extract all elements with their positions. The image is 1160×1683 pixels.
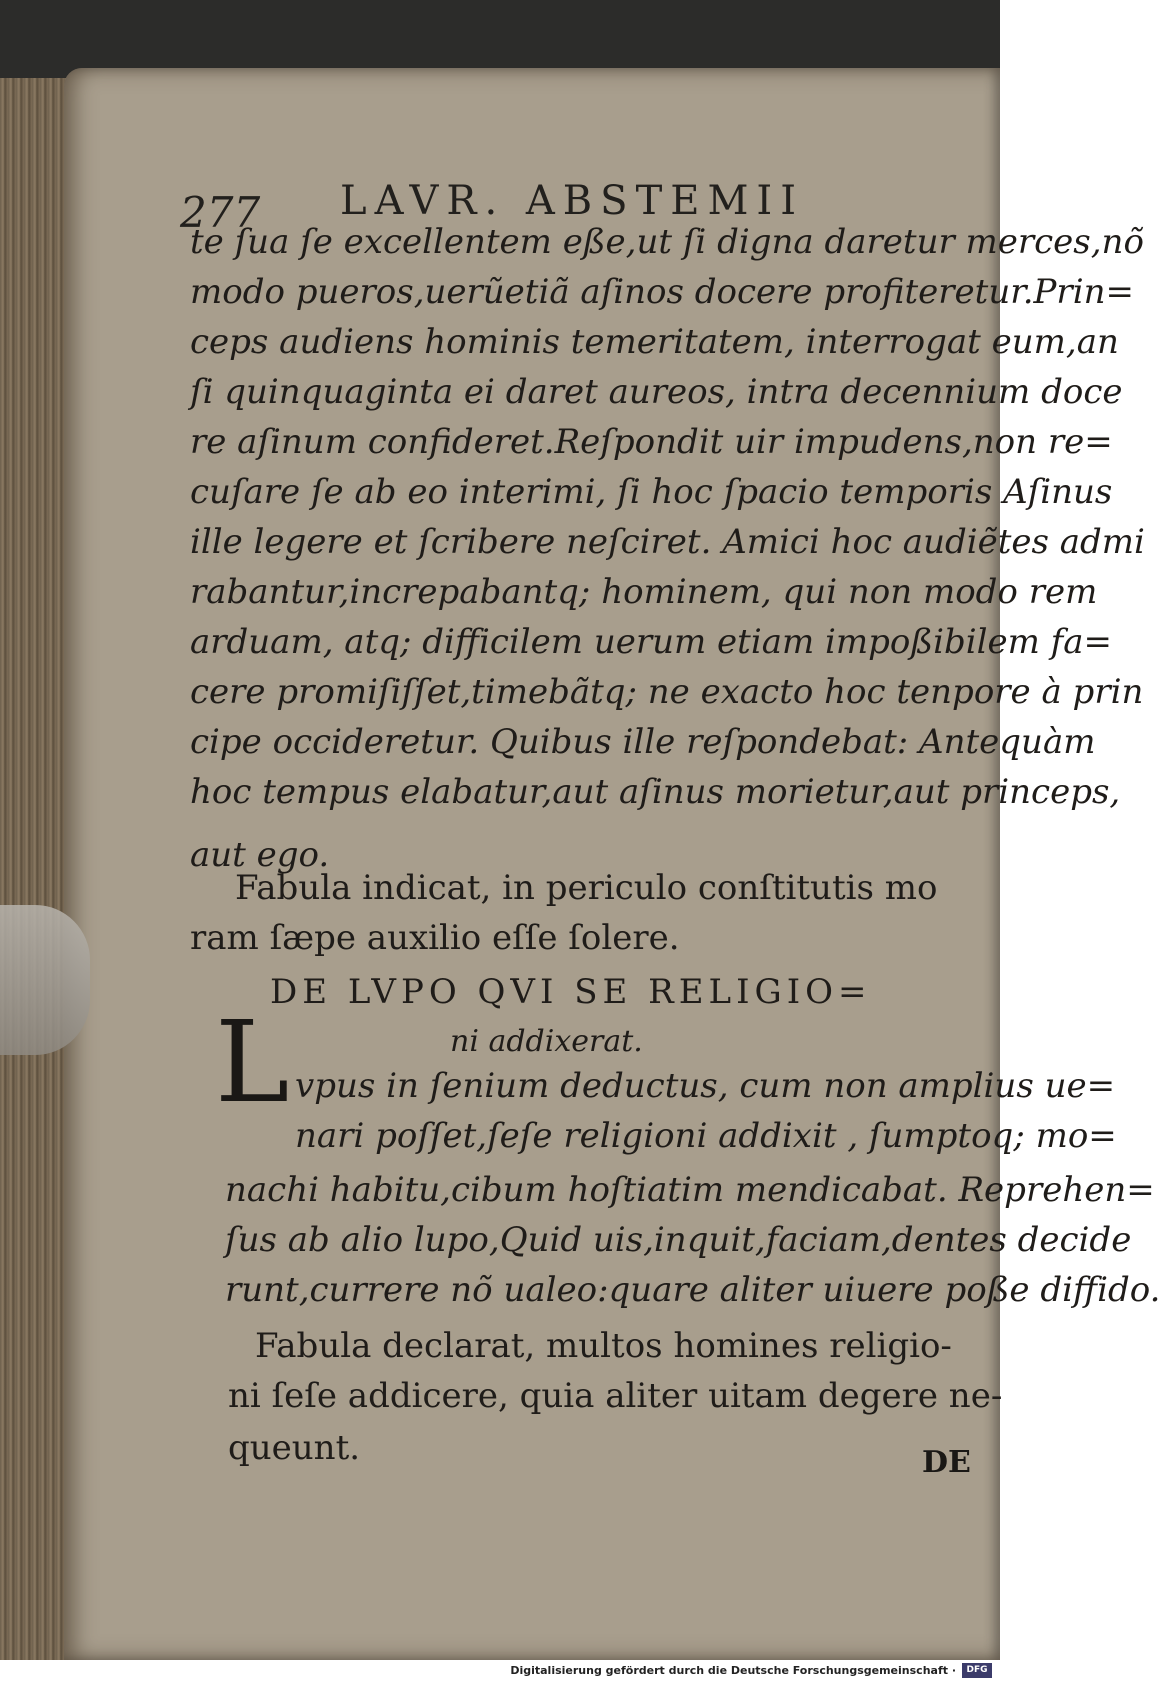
- fable-text-line: re aſinum confideret.Reſpondit uir impudens,non re=: [190, 422, 1113, 462]
- fable-text-line: runt,currere nõ ualeo:quare aliter uiuere poße diffido.: [225, 1270, 1160, 1310]
- fable-text-line: nachi habitu,cibum hoſtiatim mendicabat. Reprehen=: [225, 1170, 1155, 1210]
- digitization-credit: Digitalisierung gefördert durch die Deutsche Forschungsgemeinschaft ·: [510, 1664, 956, 1677]
- fable-text-line: hoc tempus elabatur,aut aſinus morietur,aut princeps,: [190, 772, 1121, 812]
- fable-text-line: modo pueros,uerũetiã aſinos docere profiteretur.Prin=: [190, 272, 1134, 312]
- moral-line: Fabula declarat, multos homines religio-: [255, 1326, 952, 1366]
- footer-bar: [0, 1660, 1000, 1683]
- fable-heading: DE LVPO QVI SE RELIGIO=: [270, 972, 872, 1012]
- moral-line: queunt.: [228, 1428, 361, 1468]
- fable-text-line: ſus ab alio lupo,Quid uis,inquit,faciam,dentes decide: [225, 1220, 1132, 1260]
- fable-text-line: arduam, atq; difficilem uerum etiam impoßibilem fa=: [190, 622, 1112, 662]
- fable-text-line: cipe occideretur. Quibus ille reſpondebat: Antequàm: [190, 722, 1096, 762]
- dfg-logo: DFG: [962, 1663, 992, 1678]
- moral-line: Fabula indicat, in periculo conſtitutis mo: [235, 868, 938, 908]
- scanner-thumb-clip: [0, 905, 90, 1055]
- fable-text-line: rabantur,increpabantq; hominem, qui non modo rem: [190, 572, 1098, 612]
- fable-text-line: ceps audiens hominis temeritatem, interrogat eum,an: [190, 322, 1119, 362]
- fable-text-line: cuſare ſe ab eo interimi, ſi hoc ſpacio temporis Aſinus: [190, 472, 1113, 512]
- fable-text-line: cere promiſiſſet,timebãtq; ne exacto hoc tenpore à prin: [190, 672, 1144, 712]
- fable-text-line: vpus in ſenium deductus, cum non amplius ue=: [295, 1066, 1116, 1106]
- catchword: DE: [922, 1445, 971, 1480]
- running-head: LAVR. ABSTEMII: [340, 178, 805, 224]
- fable-text-line: ſi quinquaginta ei daret aureos, intra decennium doce: [190, 372, 1123, 412]
- moral-line: ni ſeſe addicere, quia aliter uitam degere ne-: [228, 1376, 1003, 1416]
- fable-text-line: te ſua ſe excellentem eße,ut ſi digna daretur merces,nõ: [190, 222, 1144, 262]
- fable-text-line: nari poſſet,ſeſe religioni addixit , ſumptoq; mo=: [295, 1116, 1117, 1156]
- page-number: 277: [180, 188, 261, 237]
- moral-line: ram ſæpe auxilio eſſe ſolere.: [190, 918, 680, 958]
- fable-text-line: ille legere et ſcribere neſciret. Amici hoc audiẽtes admi: [190, 522, 1145, 562]
- fable-heading-continuation: ni addixerat.: [450, 1024, 643, 1059]
- drop-cap-initial: L: [215, 998, 290, 1128]
- fable-text-line: aut ego.: [190, 835, 330, 875]
